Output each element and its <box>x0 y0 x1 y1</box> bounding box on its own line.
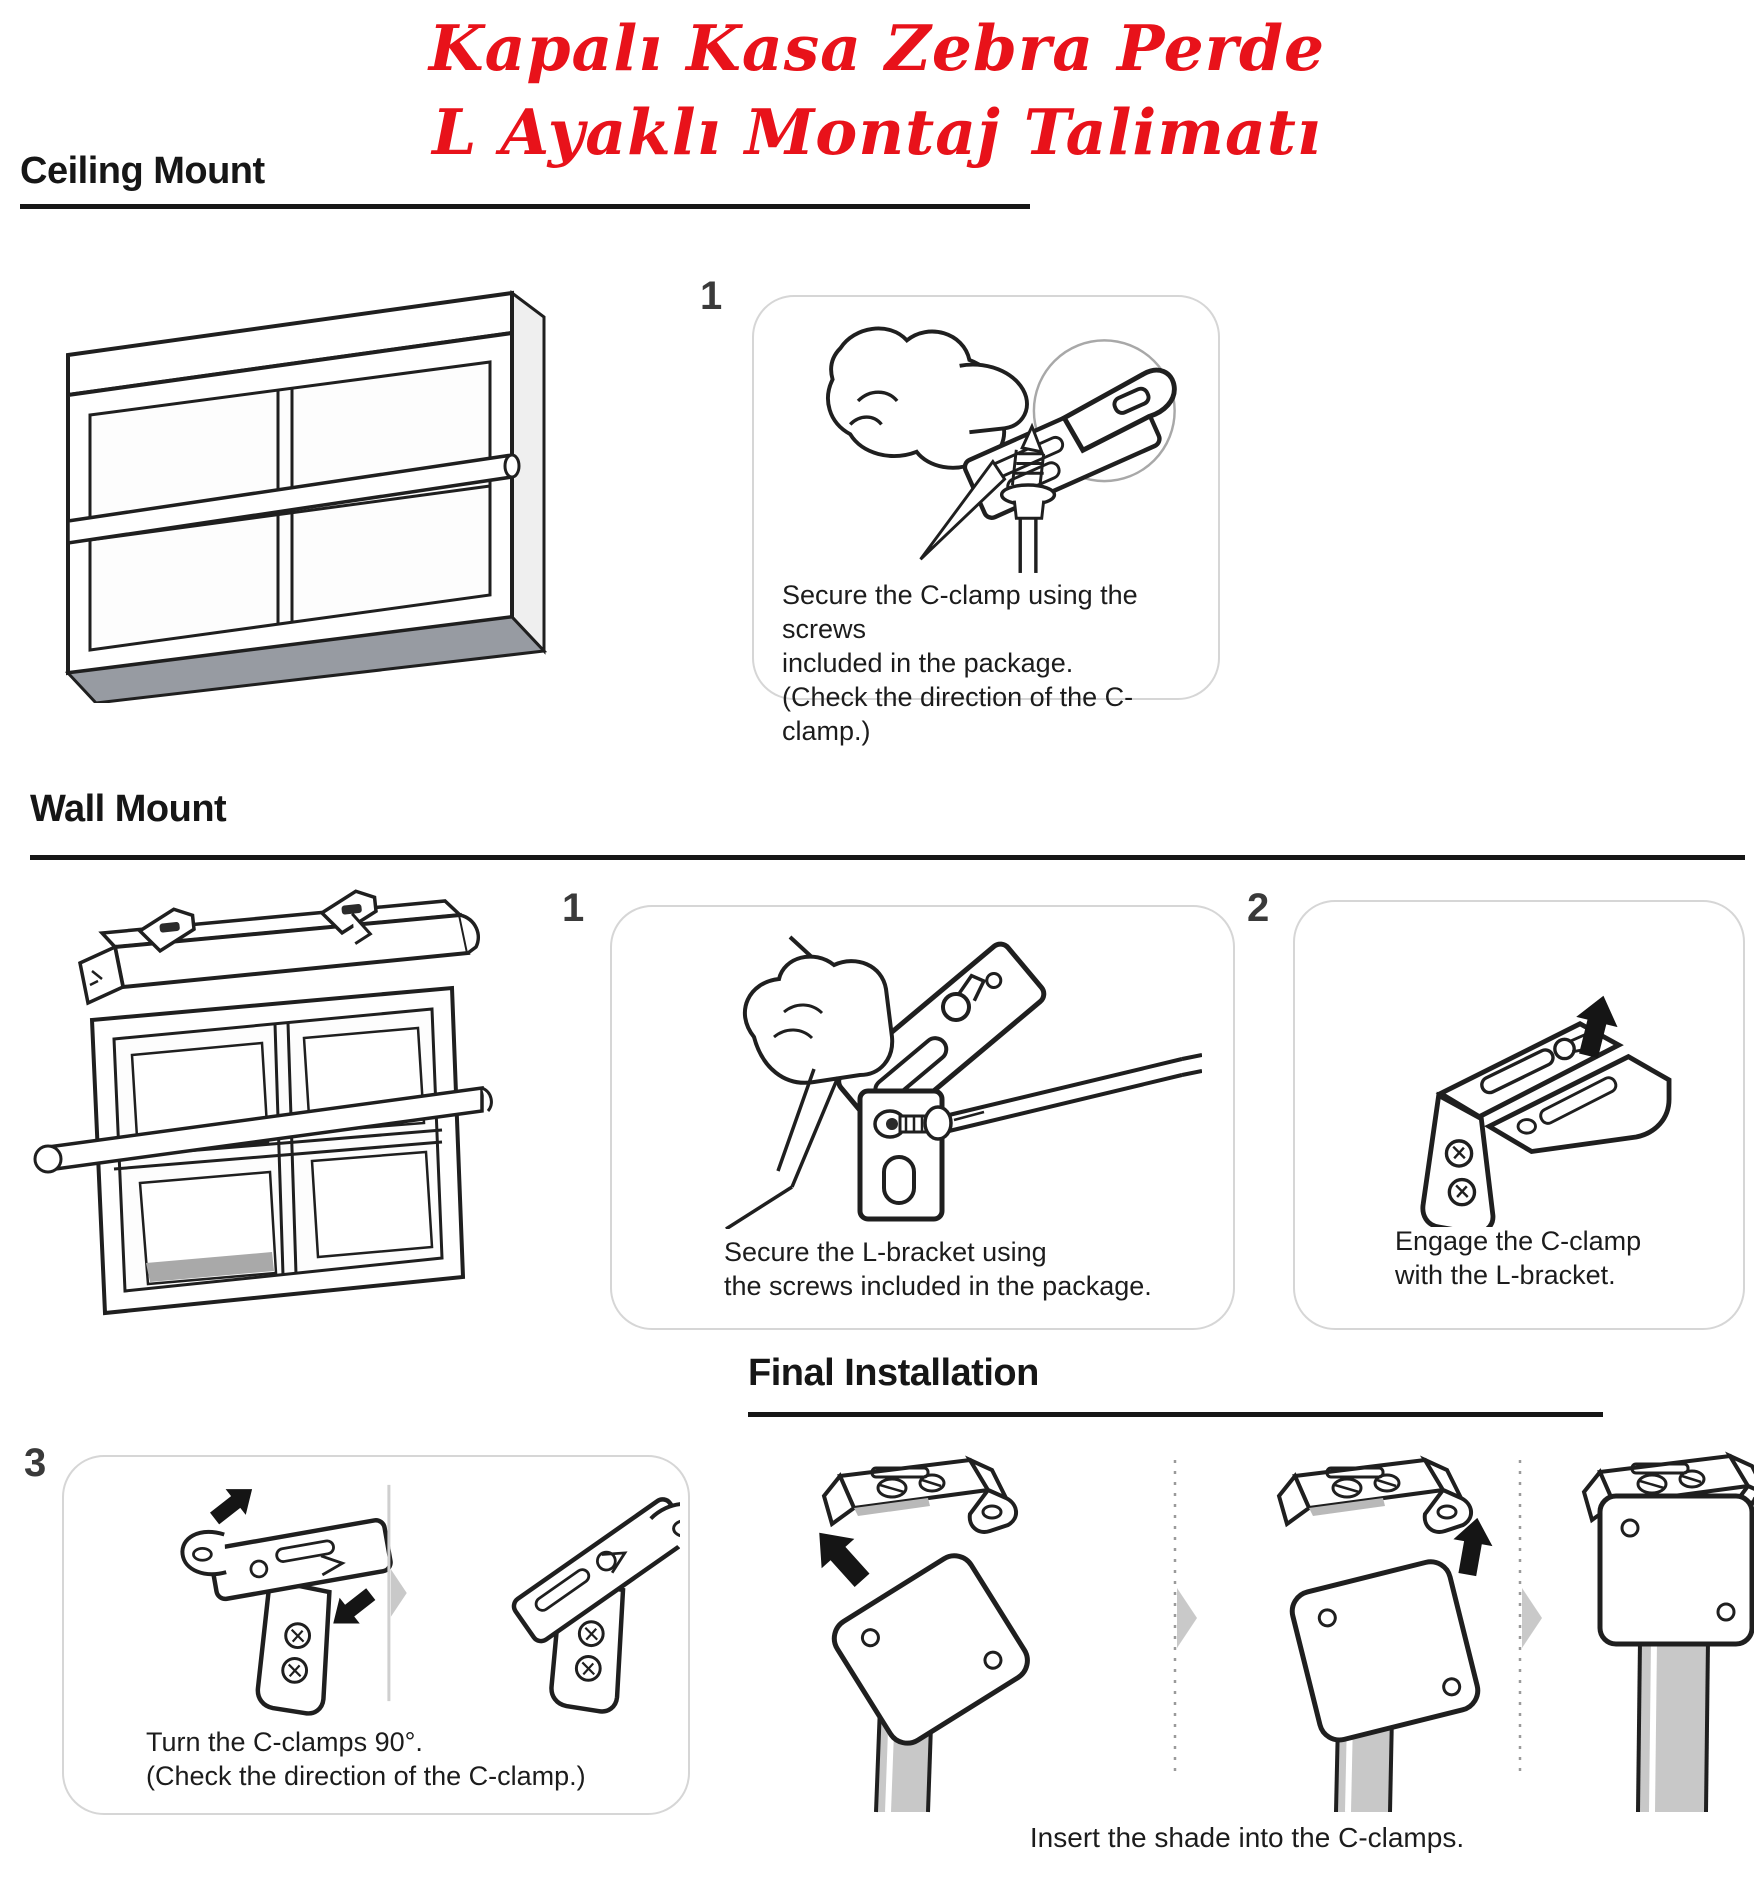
ceiling-window-illustration <box>32 263 562 703</box>
step-number-3: 3 <box>24 1441 47 1485</box>
wall-step-1-box <box>610 905 1235 1330</box>
step-number-wall-2: 2 <box>1247 886 1270 930</box>
caption-line: Secure the C-clamp using the screws <box>782 580 1138 644</box>
insert-shade-illustration <box>740 1440 1754 1820</box>
final-caption: Insert the shade into the C-clamps. <box>1029 1822 1465 1853</box>
c-clamp-screw-illustration <box>772 307 1202 577</box>
l-bracket-screw-illustration <box>642 919 1202 1229</box>
final-installation-divider <box>748 1412 1603 1417</box>
step-caption <box>1395 1224 1641 1292</box>
caption-line: the screws included in the package. <box>724 1271 1152 1301</box>
blind-cassette <box>80 901 478 1003</box>
caption-line: included in the package. <box>782 648 1074 678</box>
wall-mount-divider <box>30 855 1745 860</box>
wall-mount-heading: Wall Mount <box>30 788 227 830</box>
insert-step-2 <box>1279 1460 1497 1812</box>
title-line-2: L Ayaklı Montaj Talimatı <box>432 95 1322 169</box>
final-installation-heading: Final Installation <box>748 1352 1039 1394</box>
title-line-1: Kapalı Kasa Zebra Perde <box>428 11 1326 85</box>
final-step-3-box <box>62 1455 690 1815</box>
wall-step-2-box <box>1293 900 1745 1330</box>
step-number-wall-1: 1 <box>562 886 585 930</box>
caption-line: Secure the L-bracket using <box>724 1237 1047 1267</box>
insert-step-3 <box>1584 1456 1754 1812</box>
wall-window-illustration <box>20 885 525 1325</box>
step-caption <box>724 1235 1152 1303</box>
caption-line: with the L-bracket. <box>1395 1260 1616 1290</box>
step-caption <box>782 578 1218 748</box>
insert-step-1 <box>803 1460 1035 1812</box>
step-caption <box>146 1725 586 1793</box>
ceiling-mount-heading: Ceiling Mount <box>20 150 265 192</box>
caption-line: Engage the C-clamp <box>1395 1226 1642 1256</box>
clamp-after-turn <box>510 1496 680 1712</box>
caption-line: Turn the C-clamps 90°. <box>146 1727 423 1757</box>
caption-line: (Check the direction of the C-clamp.) <box>146 1761 586 1791</box>
clamp-before-turn <box>182 1476 392 1713</box>
turn-clamp-illustration <box>72 1469 680 1717</box>
caption-line: (Check the direction of the C-clamp.) <box>782 682 1134 746</box>
ceiling-step-1-box <box>752 295 1220 746</box>
ceiling-mount-divider <box>20 204 1030 209</box>
step-number-ceiling-1: 1 <box>700 274 723 318</box>
engage-clamp-illustration <box>1320 927 1720 1227</box>
